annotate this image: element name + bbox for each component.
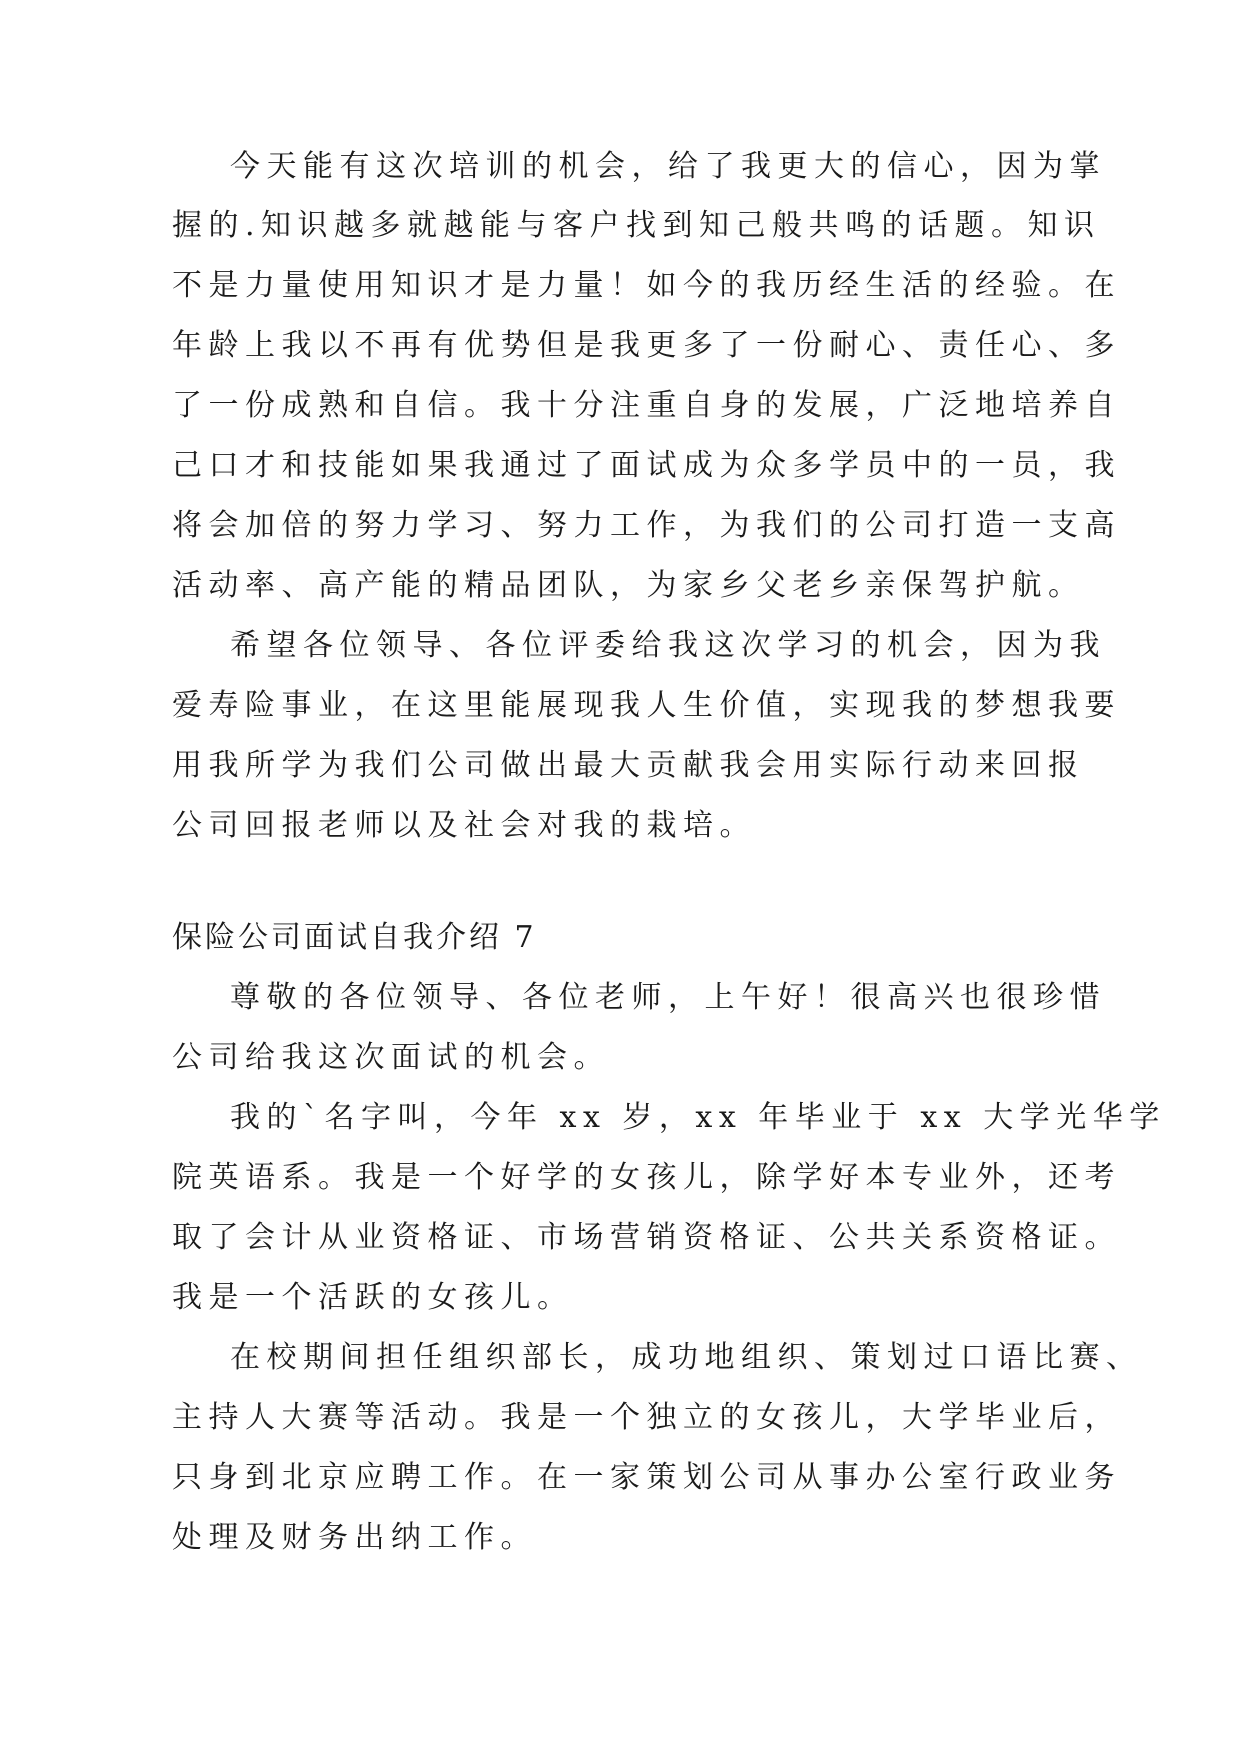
paragraph-1-line-7: 将会加倍的努力学习、努力工作，为我们的公司打造一支高 <box>172 508 1121 543</box>
paragraph-1-line-2: 握的.知识越多就越能与客户找到知己般共鸣的话题。知识 <box>172 208 1101 243</box>
paragraph-1-line-3: 不是力量使用知识才是力量！如今的我历经生活的经验。在 <box>172 268 1121 303</box>
paragraph-1-line-1: 今天能有这次培训的机会，给了我更大的信心，因为掌 <box>230 149 1106 184</box>
paragraph-2-line-1: 希望各位领导、各位评委给我这次学习的机会，因为我 <box>230 628 1106 663</box>
paragraph-4-line-3: 取了会计从业资格证、市场营销资格证、公共关系资格证。 <box>172 1220 1121 1255</box>
paragraph-5-line-2: 主持人大赛等活动。我是一个独立的女孩儿，大学毕业后， <box>172 1400 1121 1435</box>
paragraph-5-line-3: 只身到北京应聘工作。在一家策划公司从事办公室行政业务 <box>172 1460 1121 1495</box>
paragraph-4-line-1: 我的`名字叫，今年 xx 岁，xx 年毕业于 xx 大学光华学 <box>230 1100 1166 1135</box>
paragraph-1-line-4: 年龄上我以不再有优势但是我更多了一份耐心、责任心、多 <box>172 328 1121 363</box>
paragraph-4-line-4: 我是一个活跃的女孩儿。 <box>172 1280 574 1315</box>
paragraph-3-line-1: 尊敬的各位领导、各位老师，上午好！很高兴也很珍惜 <box>230 980 1106 1015</box>
section-heading: 保险公司面试自我介绍 7 <box>172 920 537 955</box>
paragraph-2-line-3: 用我所学为我们公司做出最大贡献我会用实际行动来回报 <box>172 748 1085 783</box>
paragraph-3-line-2: 公司给我这次面试的机会。 <box>172 1040 610 1075</box>
paragraph-1-line-6: 己口才和技能如果我通过了面试成为众多学员中的一员，我 <box>172 448 1121 483</box>
paragraph-5-line-1: 在校期间担任组织部长，成功地组织、策划过口语比赛、 <box>230 1340 1143 1375</box>
paragraph-2-line-4: 公司回报老师以及社会对我的栽培。 <box>172 808 756 843</box>
paragraph-1-line-8: 活动率、高产能的精品团队，为家乡父老乡亲保驾护航。 <box>172 568 1085 603</box>
paragraph-5-line-4: 处理及财务出纳工作。 <box>172 1520 537 1555</box>
paragraph-1-line-5: 了一份成熟和自信。我十分注重自身的发展，广泛地培养自 <box>172 388 1121 423</box>
paragraph-4-line-2: 院英语系。我是一个好学的女孩儿，除学好本专业外，还考 <box>172 1160 1121 1195</box>
paragraph-2-line-2: 爱寿险事业，在这里能展现我人生价值，实现我的梦想我要 <box>172 688 1121 723</box>
